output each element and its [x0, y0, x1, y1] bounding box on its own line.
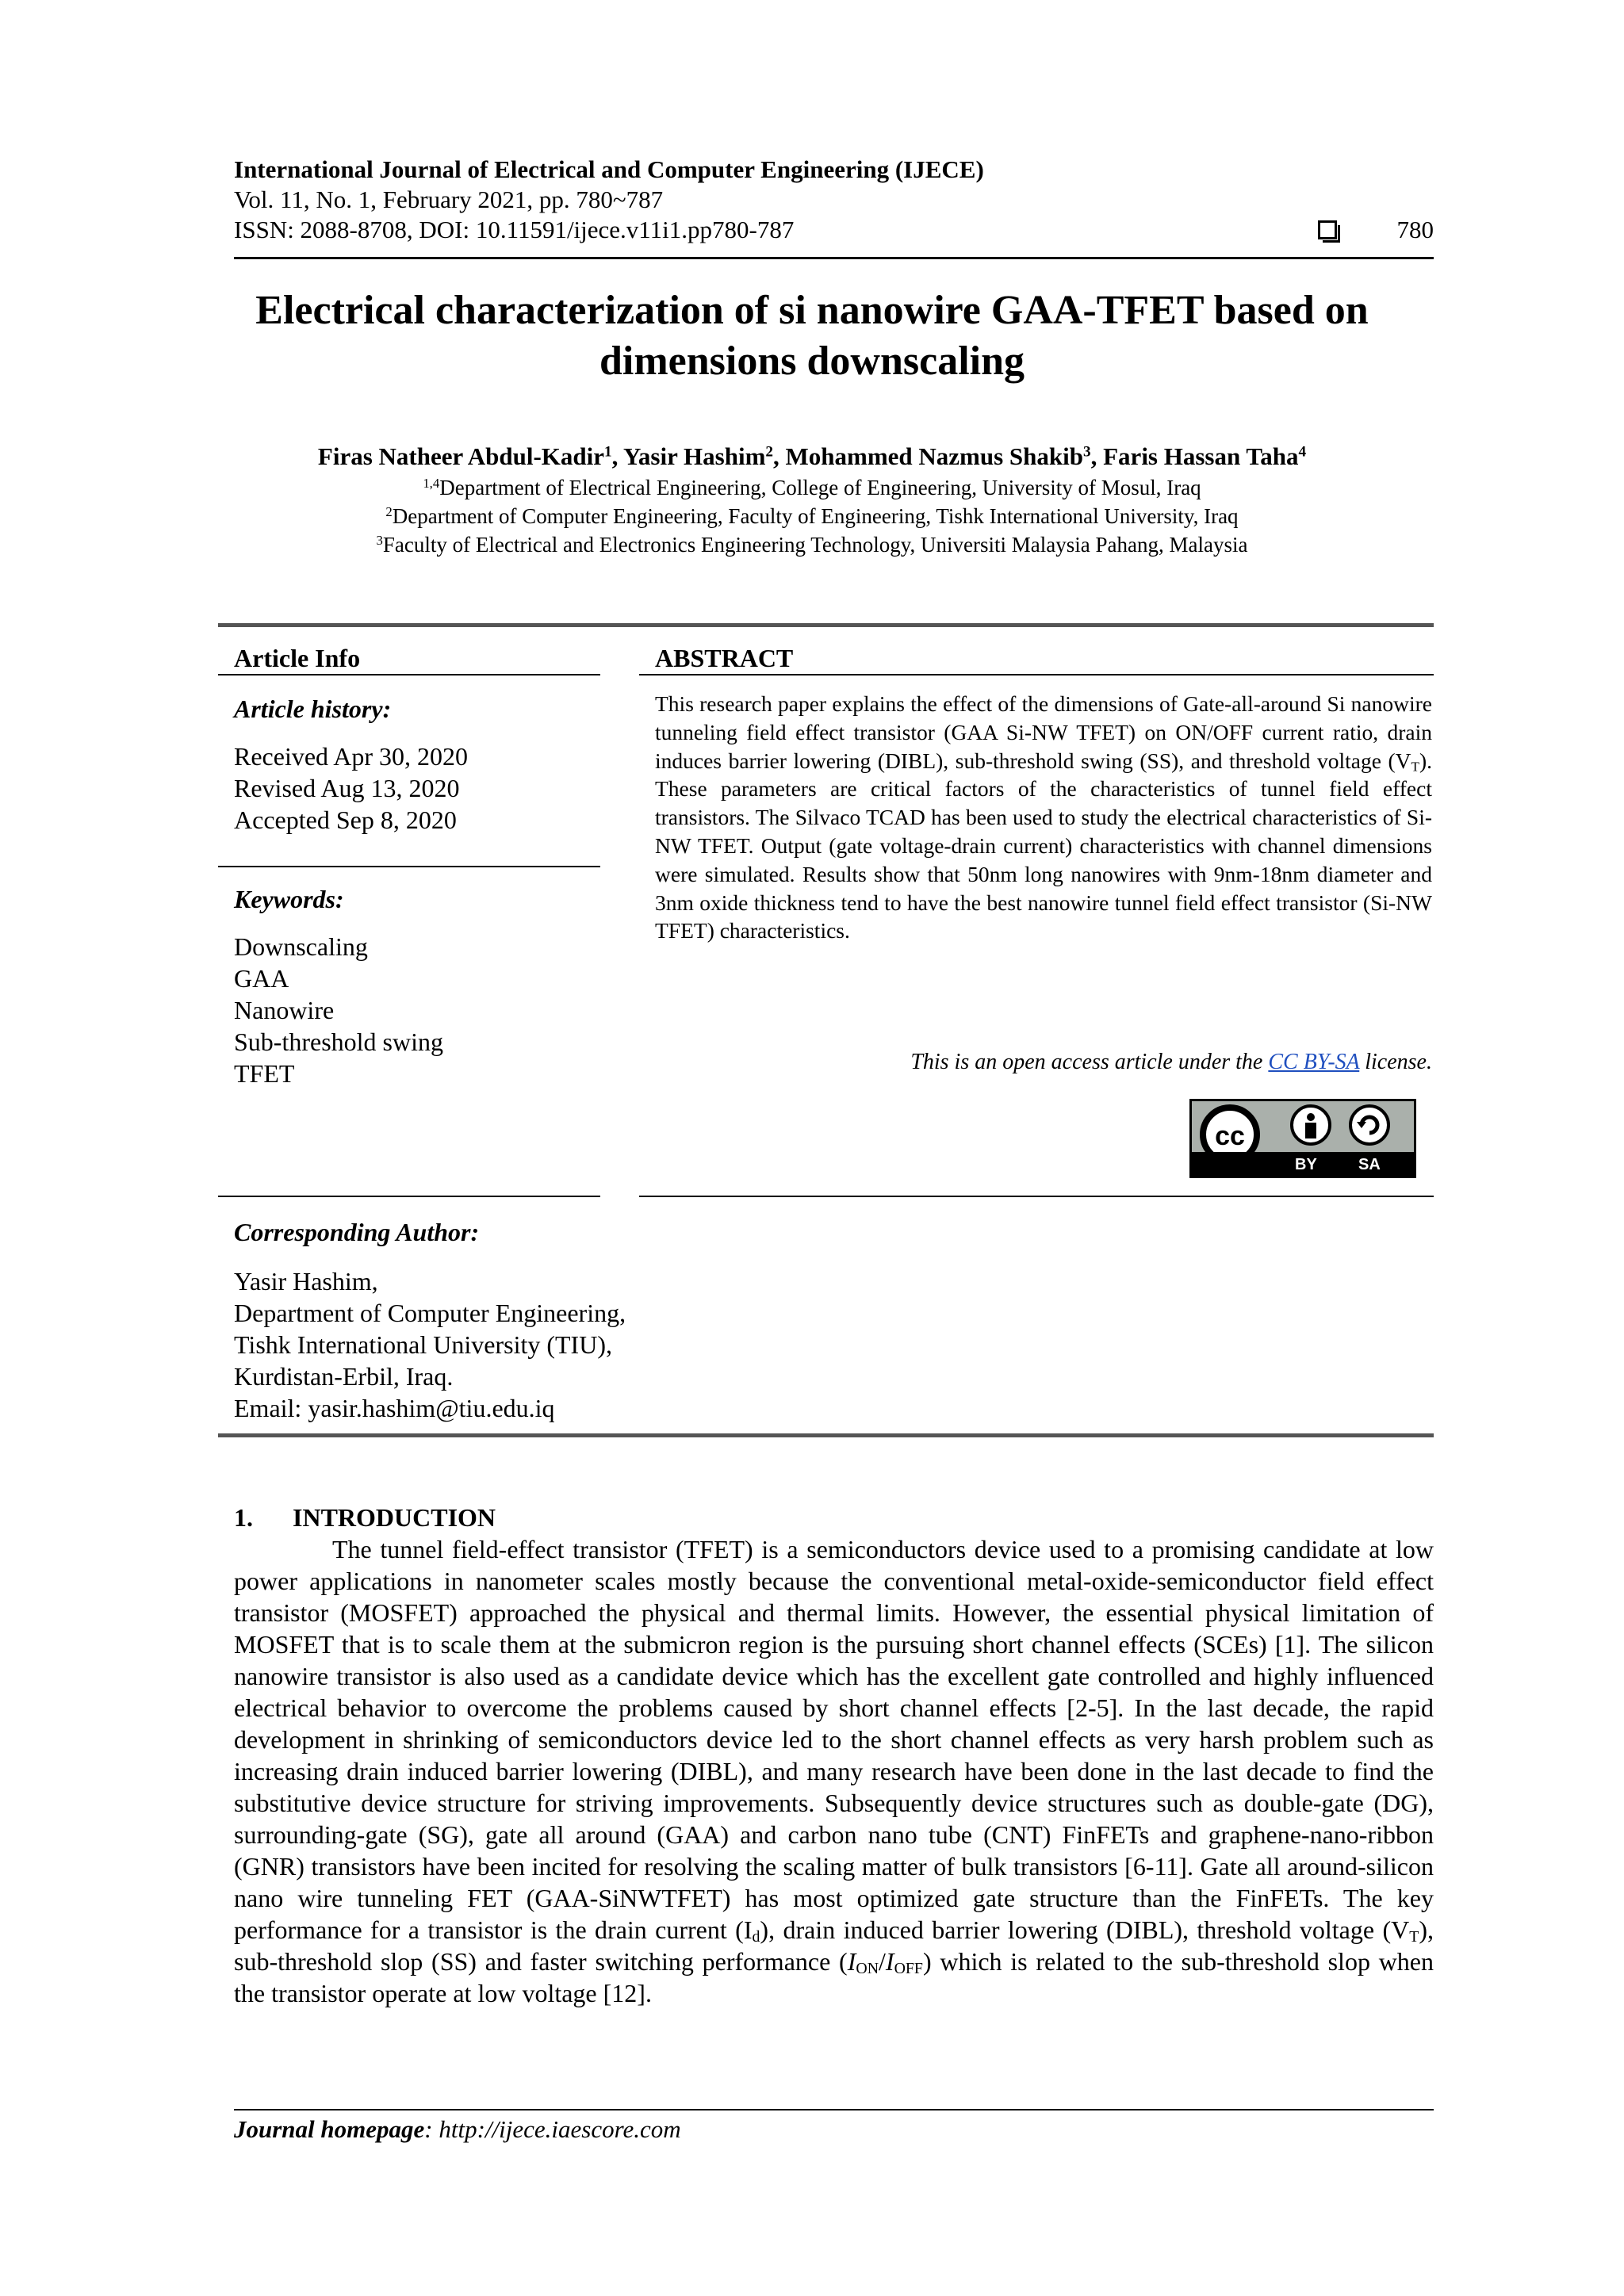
affiliation: $^2$Department of Computer Engineering, Faculty of Engineering, Tishk International University, Iraq: [385, 503, 1239, 528]
license-link[interactable]: CC BY-SA: [1268, 1050, 1360, 1074]
accepted-date: Accepted Sep 8, 2020: [234, 806, 457, 834]
author-name: Firas Natheer Abdul-Kadir: [317, 442, 604, 470]
author-list: Firas Natheer Abdul-Kadir$^1$, Yasir Hashim$^2$, Mohammed Nazmus Shakib$^3$, Faris Hassan Taha$^4$: [317, 442, 1307, 470]
article-info-heading: Article Info: [234, 644, 361, 672]
keywords-heading: Keywords:: [234, 885, 344, 913]
keywords-list: [234, 931, 443, 1089]
email: Email: yasir.hashim@tiu.edu.iq: [234, 1394, 555, 1422]
abstract-heading: ABSTRACT: [655, 644, 794, 672]
by-label: BY: [1295, 1156, 1317, 1173]
article-history-heading: Article history:: [234, 695, 392, 723]
page-number: 780: [1396, 216, 1434, 243]
abstract-rule: [639, 674, 1434, 675]
sa-label: SA: [1358, 1156, 1381, 1173]
journal-issn-doi: ISSN: 2088-8708, DOI: 10.11591/ijece.v11i1.pp780-787: [234, 216, 795, 243]
affiliation: $^{1,4}$Department of Electrical Engineering, College of Engineering, University of Mosul, Iraq: [423, 475, 1201, 499]
department: Department of Computer Engineering,: [234, 1299, 626, 1327]
abstract-bottom-rule: [639, 1196, 1434, 1197]
footer-rule: [234, 2109, 1434, 2110]
cc-symbols-icon: [1192, 1101, 1414, 1154]
location: Kurdistan-Erbil, Iraq.: [234, 1362, 454, 1391]
history-divider: [218, 866, 600, 867]
corresponding-author-heading: Corresponding Author:: [234, 1218, 480, 1246]
keyword: Downscaling: [234, 932, 368, 961]
keyword: Nanowire: [234, 996, 335, 1024]
article-info-rule: [218, 674, 600, 675]
affiliation: $^3$Faculty of Electrical and Electronics Engineering Technology, Universiti Malaysia Pahang, Malaysia: [376, 532, 1248, 557]
journal-homepage: Journal homepage: http://ijece.iaescore.com: [234, 2115, 681, 2143]
page-box-icon: [1318, 220, 1337, 239]
keyword: Sub-threshold swing: [234, 1027, 443, 1056]
author-name: Mohammed Nazmus Shakib: [785, 442, 1084, 470]
introduction-paragraph: The tunnel field-effect transistor (TFET) is a semiconductors device used to a promising candidate at low power applications in nanometer scales mostly because the conventional metal-oxide-semiconductor field effect transistor (MOSFET) approached the physical and thermal limits. However, the essential physical limitation of MOSFET that is to scale them at the submicron region is the pursuing short channel effects (SCEs) [1]. The silicon nanowire transistor is also used as a candidate device which has the excellent gate controlled and highly influenced electrical behavior to overcome the problems caused by short channel effects [2-5]. In the last decade, the rapid development in shrinking of semiconductors device led to the short channel effects as very harsh problem such as increasing drain induced barrier lowering (DIBL), and many research have been done in the last decade to find the substitutive device structure for striving improvements. Subsequently device structures such as double-gate (DG), surrounding-gate (SG), gate all around (GAA) and carbon nano tube (CNT) FinFETs and graphene-nano-ribbon (GNR) transistors have been incited for resolving the scaling matter of bulk transistors [6-11]. Gate all around-silicon nano wire tunneling FET (GAA-SiNWTFET) has most optimized gate structure than the FinFETs. The key performance for a transistor is the drain current $(I_d)$, drain induced barrier lowering (DIBL), threshold voltage $(V_T)$, sub-threshold slop (SS) and faster switching performance $(I_{ON}/I_{OFF})$ which is related to the sub-threshold slop when the transistor operate at low voltage [12].: [234, 1535, 1434, 2007]
keyword: TFET: [234, 1059, 295, 1088]
corresponding-author-details: [234, 1265, 626, 1424]
revised-date: Revised Aug 13, 2020: [234, 774, 460, 802]
journal-volume: Vol. 11, No. 1, February 2021, pp. 780~787: [234, 186, 664, 213]
journal-name: International Journal of Electrical and Computer Engineering (IJECE): [234, 155, 984, 183]
svg-text:cc: cc: [1215, 1121, 1245, 1151]
cc-by-sa-icon[interactable]: [1189, 1099, 1416, 1178]
license-statement: This is an open access article under the CC BY-SA license.: [910, 1050, 1432, 1074]
institution: Tishk International University (TIU),: [234, 1330, 612, 1359]
header-rule: [234, 257, 1434, 259]
received-date: Received Apr 30, 2020: [234, 742, 469, 771]
author-name: Faris Hassan Taha: [1103, 442, 1299, 470]
keyword: GAA: [234, 964, 289, 993]
article-history-list: [234, 740, 468, 836]
abstract-text: This research paper explains the effect of the dimensions of Gate-all-around Si nanowire tunneling field effect transistor (GAA Si-NW TFET) on ON/OFF current ratio, drain induces barrier lowering (DIBL), sub-threshold swing (SS), and threshold voltage $(V_T)$. These parameters are critical factors of the characteristics of tunnel field effect transistors. The Silvaco TCAD has been used to study the electrical characteristics of Si-NW TFET. Output (gate voltage-drain current) characteristics with channel dimensions were simulated. Results show that 50nm long nanowires with 9nm-18nm diameter and 3nm oxide thickness tend to have the best nanowire tunnel field effect transistor (Si-NW TFET) characteristics.: [655, 691, 1432, 943]
introduction-heading: 1. INTRODUCTION: [234, 1503, 496, 1532]
keywords-divider: [218, 1196, 600, 1197]
info-box-top-rule: [218, 623, 1434, 627]
author-name: Yasir Hashim: [622, 442, 766, 470]
author-name: Yasir Hashim,: [234, 1267, 378, 1295]
info-box-bottom-rule: [218, 1433, 1434, 1437]
paper-title: Electrical characterization of si nanowire GAA-TFET based on dimensions downscaling: [255, 288, 1369, 384]
